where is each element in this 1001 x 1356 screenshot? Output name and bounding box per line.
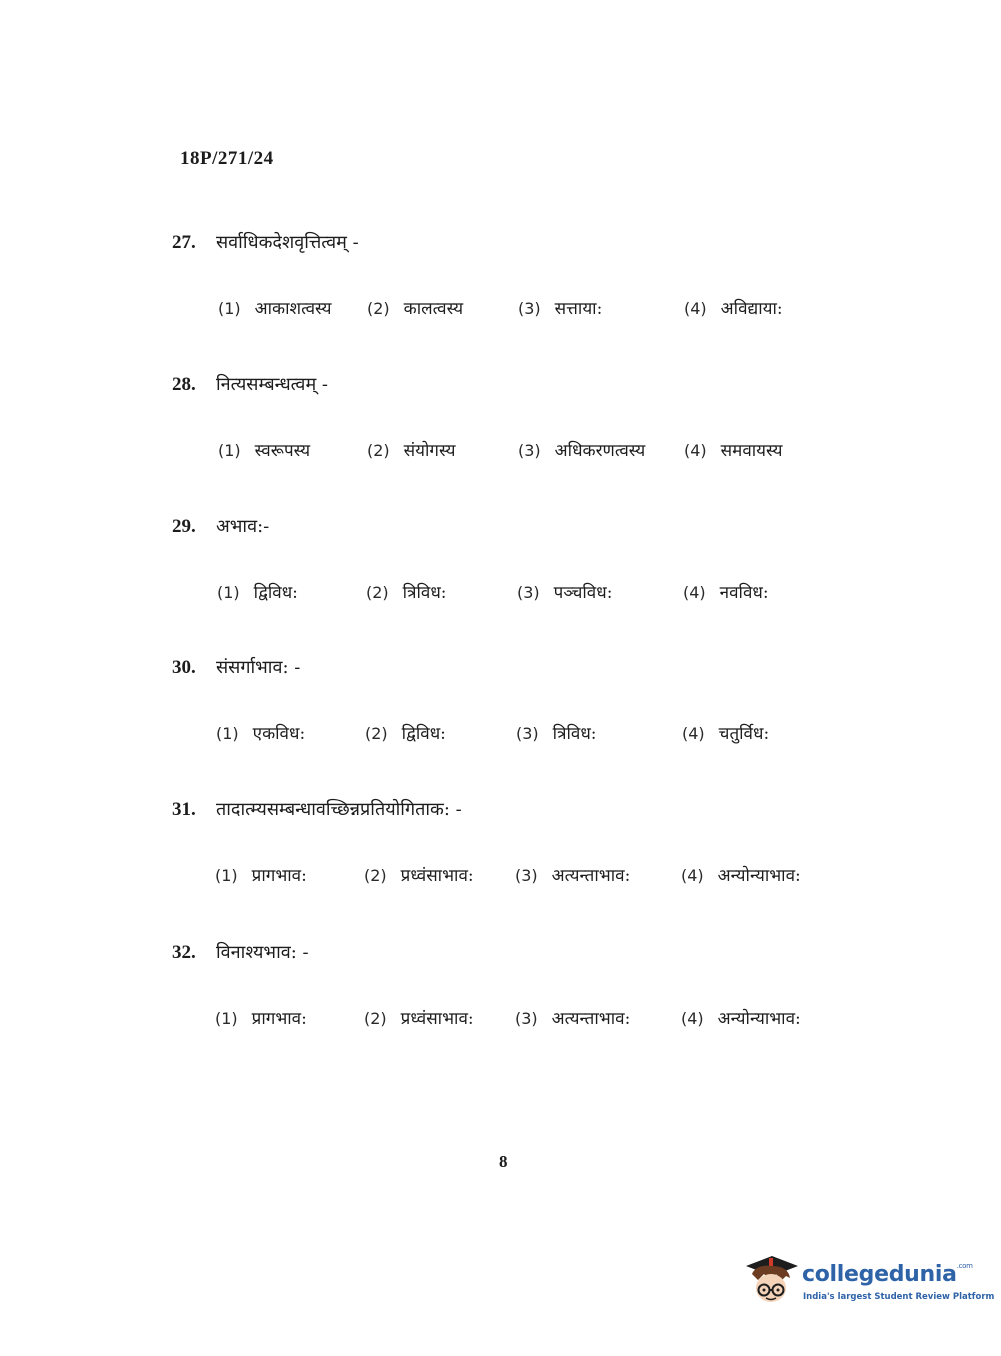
- option-text: द्विविध:: [253, 583, 298, 603]
- question-text: नित्यसम्बन्धत्वम् -: [216, 374, 329, 395]
- mascot-icon: [742, 1252, 800, 1310]
- option-number: (2): [367, 441, 390, 460]
- option-1: [218, 296, 332, 319]
- brand-tagline: India's largest Student Review Platform: [803, 1292, 995, 1302]
- option-text: संयोगस्य: [403, 441, 456, 461]
- option-3: [515, 863, 630, 886]
- option-number: (3): [515, 866, 538, 885]
- options-row: [172, 438, 872, 468]
- option-1: [215, 1006, 307, 1029]
- options-row: [172, 863, 872, 893]
- option-number: (3): [517, 583, 540, 602]
- collegedunia-watermark: [742, 1252, 995, 1310]
- options-row: [172, 721, 872, 751]
- option-number: (1): [217, 583, 240, 602]
- option-4: [681, 863, 801, 886]
- question-27: [172, 230, 872, 326]
- option-number: (4): [684, 441, 707, 460]
- option-text: एकविध:: [252, 724, 306, 744]
- option-text: अन्योन्याभाव:: [717, 866, 801, 886]
- option-text: अन्योन्याभाव:: [717, 1009, 801, 1029]
- option-number: (1): [215, 1009, 238, 1028]
- option-2: [365, 721, 446, 744]
- question-number: 28.: [172, 374, 196, 395]
- option-number: (3): [518, 299, 541, 318]
- option-4: [684, 296, 783, 319]
- question-number: 32.: [172, 942, 196, 963]
- option-number: (2): [365, 724, 388, 743]
- question-number: 31.: [172, 799, 196, 820]
- option-text: प्रध्वंसाभाव:: [400, 1009, 474, 1029]
- option-number: (4): [681, 866, 704, 885]
- option-1: [218, 438, 310, 461]
- question-text: संसर्गाभाव: -: [216, 657, 301, 678]
- option-number: (1): [218, 299, 241, 318]
- option-text: अत्यन्ताभाव:: [551, 866, 631, 886]
- option-number: (4): [682, 724, 705, 743]
- option-1: [215, 863, 307, 886]
- question-text: अभाव:-: [216, 516, 270, 537]
- option-3: [515, 1006, 630, 1029]
- option-number: (3): [516, 724, 539, 743]
- option-number: (3): [515, 1009, 538, 1028]
- option-3: [516, 721, 597, 744]
- option-text: प्रध्वंसाभाव:: [400, 866, 474, 886]
- option-number: (1): [218, 441, 241, 460]
- question-31: [172, 797, 872, 893]
- option-4: [683, 580, 769, 603]
- option-2: [367, 438, 455, 461]
- brand-name: [802, 1262, 973, 1287]
- option-text: प्रागभाव:: [251, 866, 307, 886]
- option-number: (2): [367, 299, 390, 318]
- question-number: 29.: [172, 516, 196, 537]
- option-2: [366, 580, 447, 603]
- option-text: द्विविध:: [401, 724, 446, 744]
- option-3: [518, 296, 602, 319]
- option-text: सत्ताया:: [554, 299, 603, 319]
- question-text: तादात्म्यसम्बन्धावच्छिन्नप्रतियोगिताक: -: [216, 799, 462, 820]
- option-text: समवायस्य: [720, 441, 783, 461]
- option-2: [364, 863, 474, 886]
- question-number: 30.: [172, 657, 196, 678]
- option-4: [684, 438, 783, 461]
- option-2: [364, 1006, 474, 1029]
- option-number: (4): [681, 1009, 704, 1028]
- option-text: अविद्याया:: [720, 299, 783, 319]
- question-text: सर्वाधिकदेशवृत्तित्वम् -: [216, 232, 359, 253]
- option-text: आकाशत्वस्य: [254, 299, 332, 319]
- option-2: [367, 296, 463, 319]
- option-text: नवविध:: [719, 583, 769, 603]
- question-32: [172, 940, 872, 1036]
- question-29: [172, 514, 872, 610]
- option-4: [682, 721, 769, 744]
- option-1: [217, 580, 298, 603]
- option-text: त्रिविध:: [552, 724, 597, 744]
- option-1: [216, 721, 305, 744]
- option-text: स्वरूपस्य: [254, 441, 311, 461]
- option-3: [517, 580, 612, 603]
- option-text: प्रागभाव:: [251, 1009, 307, 1029]
- option-text: पञ्चविध:: [553, 583, 613, 603]
- brand-name-text: collegedunia: [802, 1262, 957, 1287]
- option-text: अधिकरणत्वस्य: [554, 441, 646, 461]
- option-text: त्रिविध:: [402, 583, 447, 603]
- paper-code: 18P/271/24: [180, 148, 274, 169]
- option-number: (4): [683, 583, 706, 602]
- option-number: (1): [215, 866, 238, 885]
- brand-suffix: .com: [956, 1262, 973, 1270]
- option-number: (2): [366, 583, 389, 602]
- option-number: (2): [364, 866, 387, 885]
- options-row: [172, 580, 872, 610]
- options-row: [172, 1006, 872, 1036]
- question-text: विनाश्यभाव: -: [216, 942, 309, 963]
- question-number: 27.: [172, 232, 196, 253]
- page-number: 8: [499, 1152, 508, 1171]
- option-number: (2): [364, 1009, 387, 1028]
- option-number: (3): [518, 441, 541, 460]
- option-3: [518, 438, 645, 461]
- options-row: [172, 296, 872, 326]
- option-4: [681, 1006, 801, 1029]
- question-30: [172, 655, 872, 751]
- option-number: (4): [684, 299, 707, 318]
- option-text: चतुर्विध:: [718, 724, 770, 744]
- option-text: अत्यन्ताभाव:: [551, 1009, 631, 1029]
- option-number: (1): [216, 724, 239, 743]
- question-28: [172, 372, 872, 468]
- option-text: कालत्वस्य: [403, 299, 464, 319]
